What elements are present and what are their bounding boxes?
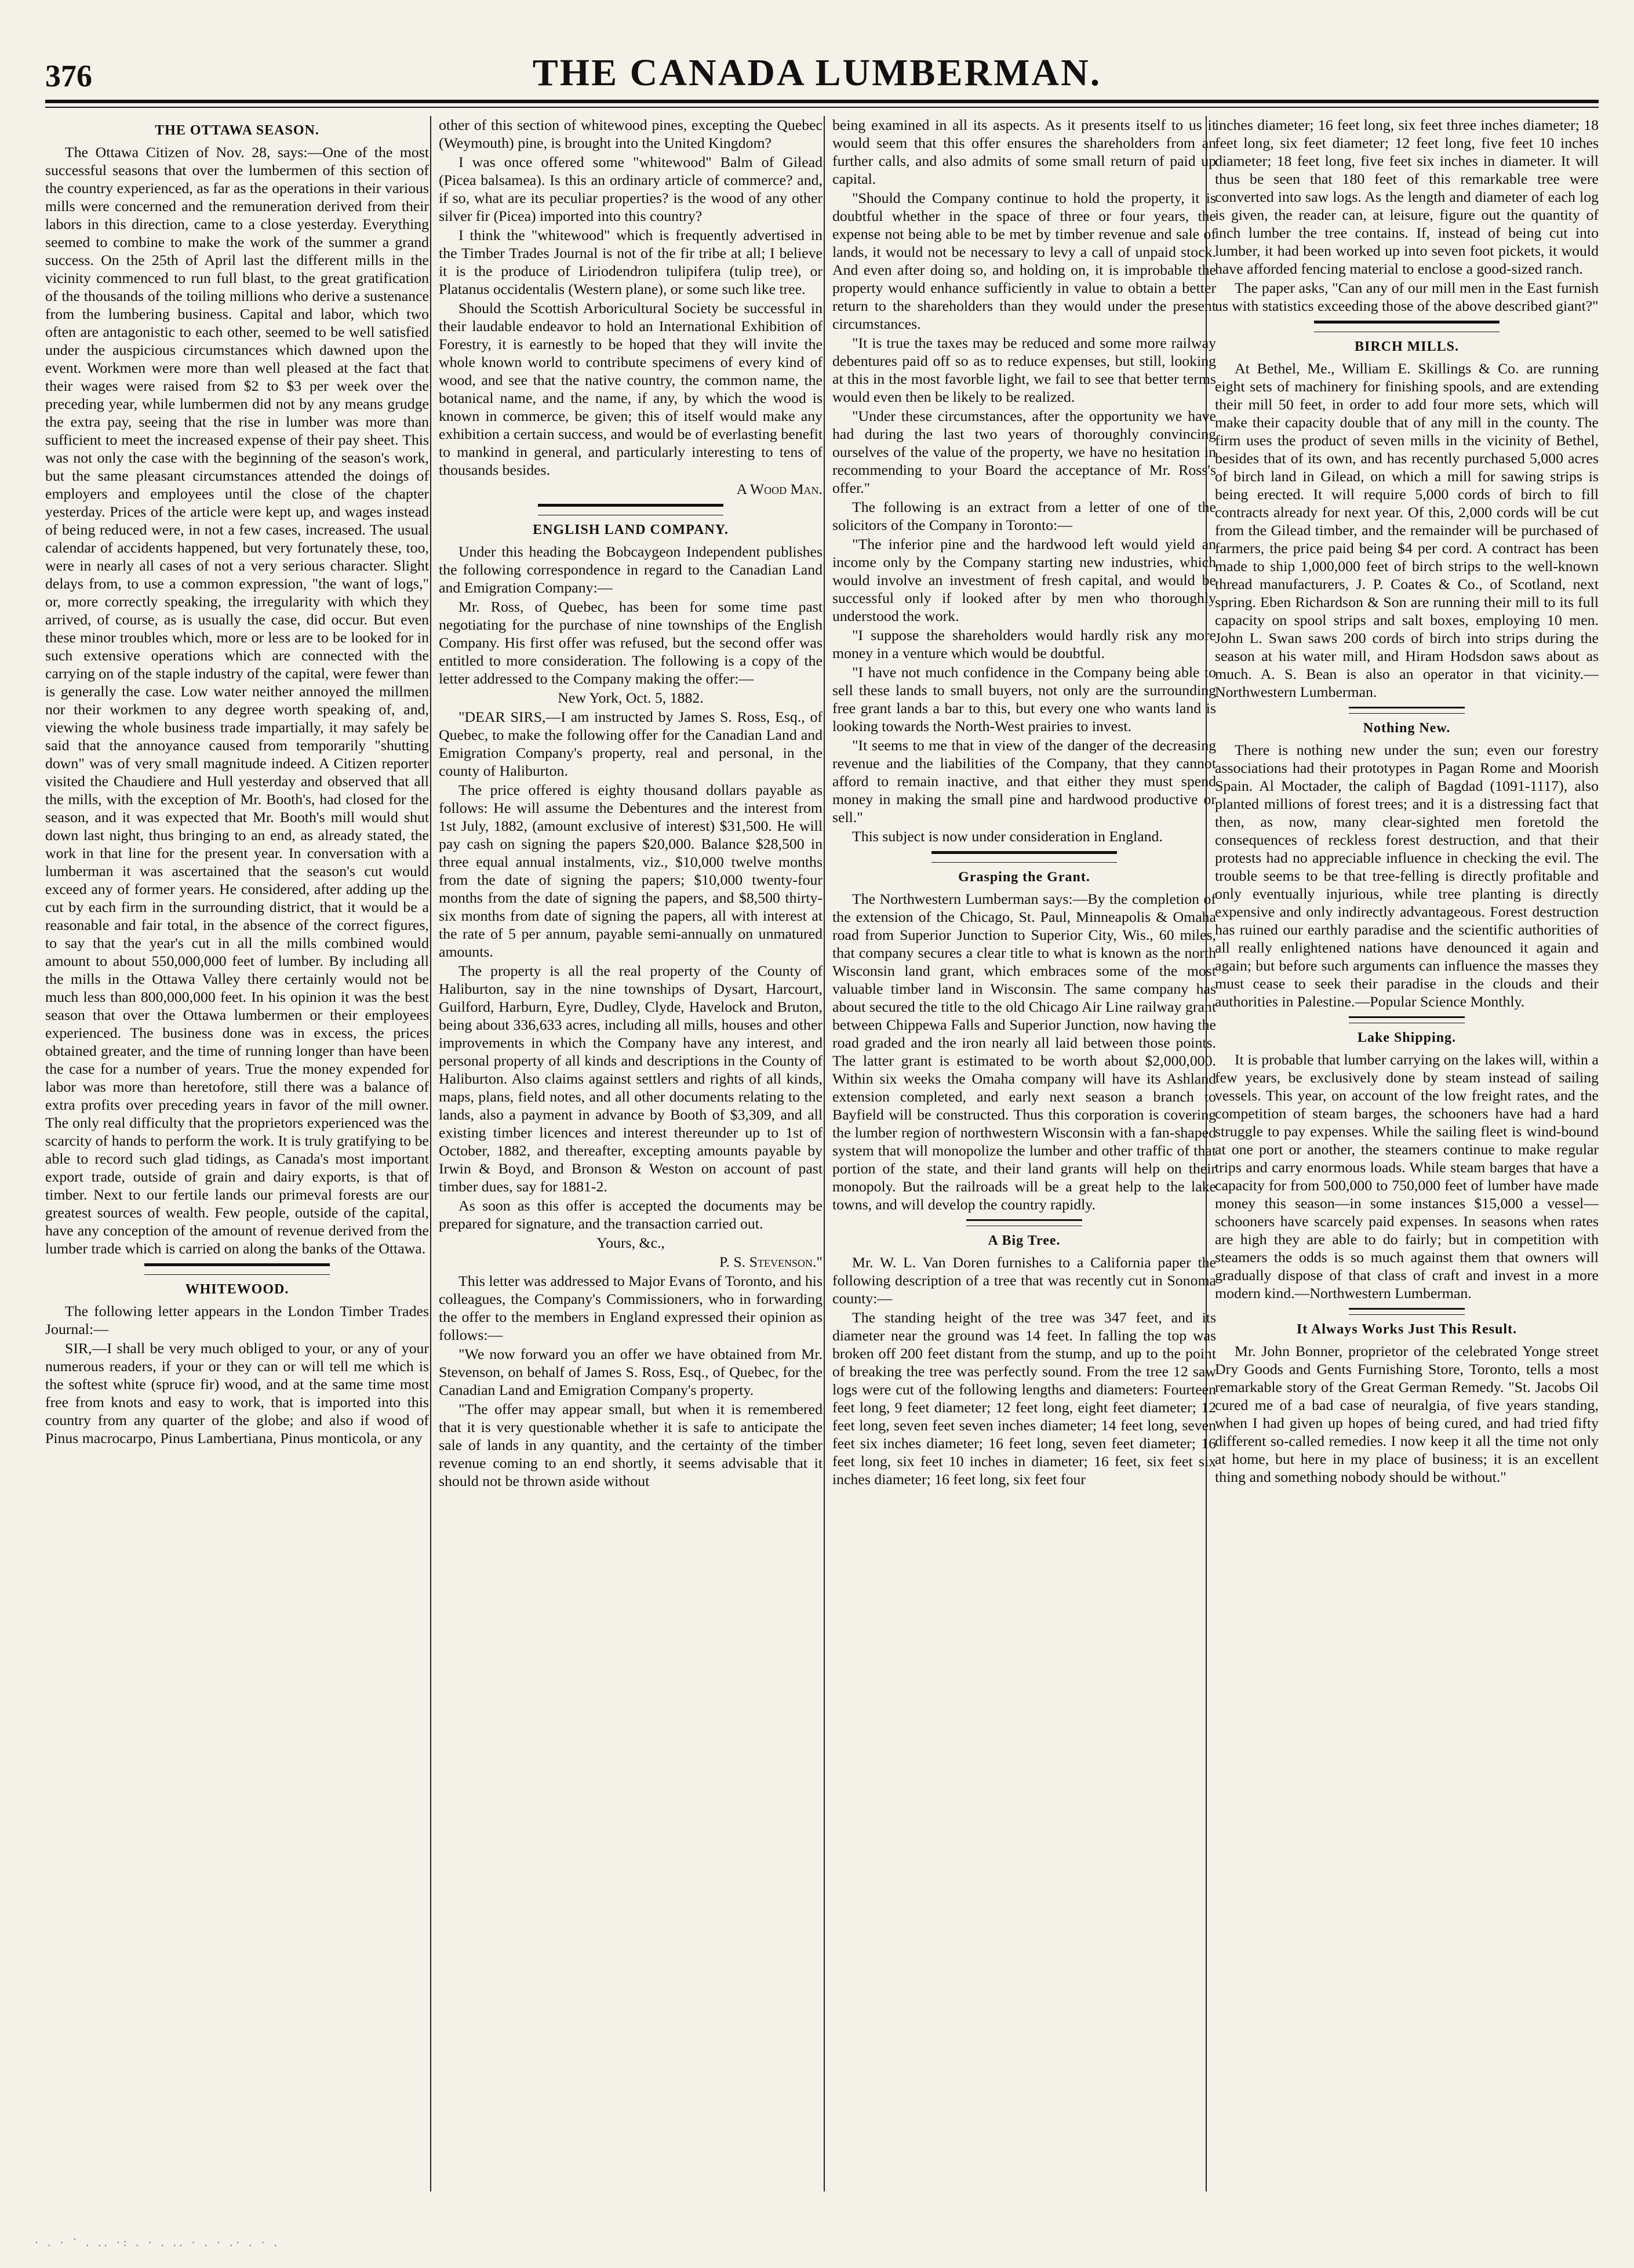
header-rule-thin [45, 107, 1599, 108]
column-4 [1215, 116, 1599, 2191]
column-3 [832, 116, 1216, 2191]
article-heading: A Big Tree. [988, 1233, 1061, 1248]
dateline: New York, Oct. 5, 1882. [558, 689, 704, 706]
article-paragraph: The standing height of the tree was 347 feet, and its diameter near the ground was 14 feet. In falling the top was broken off 200 feet distant from the stump, and up to the point of breaking the tree was perfectly sound. From the tree 12 saw logs were cut of the following lengths and diameters: Fourteen feet long, 9 feet diameter; 12 feet long, eight feet diameter; 12 feet long, seven feet seven inches diameter; 14 feet long, seven feet six inches diameter; 16 feet long, seven feet diameter; 16 feet long, six feet 10 inches in diameter; 16 feet, six feet six inches diameter; 16 feet long, six feet four [832, 1309, 1216, 1488]
column-divider [430, 116, 431, 2191]
article-heading: ENGLISH LAND COMPANY. [533, 522, 729, 537]
article-separator [931, 851, 1117, 863]
header-rule [45, 100, 1599, 103]
article-paragraph: "The offer may appear small, but when it is remembered that it is very questionable whether it is safe to anticipate the sale of lands in any quantity, and the certainty of the timber revenue coming to an end shortly, it seems advisable that it should not be thrown aside without [439, 1401, 823, 1489]
article-paragraph: The Ottawa Citizen of Nov. 28, says:—One of the most successful seasons that over the lumbermen of this section of the country experienced, as far as the operations in their various mills were concerned and the remuneration derived from their labors in this direction, came to a close yesterday. Everything seemed to combine to make the work of the summer a grand success. On the 25th of April last the different mills in the vicinity commenced to run full blast, to the great gratification of the thousands of the toiling millions who derive a sustenance from the lumbering business. Capital and labor, which two often are antagonistic to each other, seemed to be well satisfied under the auspicious circumstances which dawned upon the event. Workmen were more than well pleased at the fact that their wages were raised from $2 to $3 per week over the preceding year, while lumbermen did not by any means grudge the extra pay, seeing that the rise in lumber was more than sufficient to meet the increased expense of their pay sheet. This was not only the case with the beginning of the season's work, but the same pleasant circumstances attended the doings of employers and employees until the close of the chapter yesterday. Prices of the article were kept up, and wages instead of being reduced were, in not a few cases, increased. The usual calendar of accidents happened, but very fortunately these, too, were in nearly all cases of not a very serious character. Slight delays from, to use a common expression, "the want of logs," or, more correctly speaking, the irregularity with which they arrived, of course, as is usually the case, did occur. But even these minor troubles which, more or less are to be looked for in such extensive operations which are connected with the carrying on of the staple industry of the capital, were fewer than is generally the case. Low water neither annoyed the millmen nor their workmen to any degree worth speaking of, and, viewing the whole business trade impartially, it may safely be said that the annoyance caused from temporarily "shutting down" was of very small magnitude indeed. A Citizen reporter visited the Chaudiere and Hull yesterday and observed that all the mills, with the exception of Mr. Booth's, had closed for the season, and it was expected that Mr. Booth's mill would shut down last night, thus bringing to an end, as already stated, the work in that line for the present year. In conversation with a lumberman it was ascertained that the season's cut would exceed any of former years. He considered, after adding up the cut by each firm in the surrounding district, that it would be a reasonable and fair total, in the absence of the correct figures, to say that the year's cut in all the mills combined would amount to about 550,000,000 feet of lumber. By including all the mills in the Ottawa Valley there certainly would not be much less than 800,000,000 feet. In his opinion it was the best season that over the Ottawa lumbermen or their employees experienced. The business done was in excess, the prices obtained greater, and the time of running longer than have been the case for a number of years. True the money expended for labor was more than heretofore, still there was a balance of extra profits over preceding years in favor of the mill owner. The only real difficulty that the proprietors experienced was the scarcity of hands to perform the work. It is truly gratifying to be able to record such glad tidings, as Canada's most important export trade, outside of grain and dairy exports, is that of timber. Next to our fertile lands our primeval forests are our greatest sources of wealth. Few people, outside of the capital, have any conception of the amount of revenue derived from the lumber trade which is carried on along the banks of the Ottawa. [45, 144, 429, 1257]
article-separator [1349, 707, 1465, 714]
article-heading: THE OTTAWA SEASON. [155, 123, 319, 138]
article-paragraph: Mr. W. L. Van Doren furnishes to a California paper the following description of a tree that was recently cut in Sonoma county:— [832, 1254, 1216, 1307]
article-paragraph: "It seems to me that in view of the danger of the decreasing revenue and the liabilities of the Company, that they cannot afford to remain inactive, and that either they must spend money in making the small pine and hardwood productive or sell." [832, 737, 1216, 826]
article-paragraph: The price offered is eighty thousand dollars payable as follows: He will assume the Debentures and the interest from 1st July, 1882, (amount exclusive of interest) $31,500. He will pay cash on signing the papers $20,000. Balance $28,500 in three equal annual instalments, viz., $10,000 twelve months from the date of signing the papers; $10,000 twenty-four months from the date of signing the papers, and $8,500 thirty-six months from date of signing the papers, all with interest at the rate of 5 per annum, payable semi-annually on unmatured amounts. [439, 782, 823, 960]
article-heading: It Always Works Just This Result. [1296, 1322, 1517, 1337]
article-paragraph: "The inferior pine and the hardwood left would yield an income only by the Company starting new industries, which would involve an investment of fresh capital, and would be successful only if looked after by men who thoroughly understood the work. [832, 536, 1216, 624]
article-paragraph: I think the "whitewood" which is frequently advertised in the Timber Trades Journal is not of the fir tribe at all; I believe it is the produce of Liriodendron tulipifera (tulip tree), or Platanus occidentalis (Western plane), or some such like tree. [439, 227, 823, 297]
column-divider [824, 116, 825, 2191]
article-paragraph: It is probable that lumber carrying on the lakes will, within a few years, be exclusively done by steam instead of sailing vessels. This year, on account of the low freight rates, and the competition of steam barges, the schooners have had a hard struggle to pay expenses. While the sailing fleet is wind-bound at one port or another, the steamers continue to make regular trips and carry enormous loads. While steam barges that have a capacity for from 500,000 to 750,000 feet of lumber have made money this season—in some instances $15,000 a vessel—schooners have scarcely paid expenses. In seasons when rates are high they are able to do fairly; but in competition with steamers the odds is so much against them that owners will gradually dispose of that class of craft and invest in a more modern kind.—Northwestern Lumberman. [1215, 1051, 1599, 1302]
article-paragraph: being examined in all its aspects. As it presents itself to us it would seem that this offer ensures the shareholders from an further calls, and also admits of some small return of paid up capital. [832, 117, 1216, 187]
signature: P. S. Stevenson." [719, 1253, 823, 1270]
article-paragraph: "Under these circumstances, after the opportunity we have had during the last two years of thoroughly convincing ourselves of the value of the property, we have no hesitation in recommending to your Board the acceptance of Mr. Ross's offer." [832, 408, 1216, 496]
article-paragraph: There is nothing new under the sun; even our forestry associations had their prototypes in Pagan Rome and Moorish Spain. Al Moctader, the caliph of Bagdad (1091-1117), also planted millions of forest trees; and it is a distressing fact that then, as now, many clear-sighted men foretold the consequences of reckless forest destruction, and that their protests had no appreciable influence in checking the evil. The trouble seems to be that tree-felling is directly profitable and only eventually injurious, while tree planting is directly expensive and only indirectly advantageous. Forest destruction has ruined our earthly paradise and the scientific authorities of all really enlightened nations have denounced it again and again; but before such arguments can influence the masses they must cease to seek their paradise in the clouds and their authorities in Palestine.—Popular Science Monthly. [1215, 742, 1599, 1010]
article-paragraph: The property is all the real property of the County of Haliburton, say in the nine townships of Dysart, Harcourt, Guilford, Harburn, Eyre, Dudley, Clyde, Havelock and Bruton, being about 336,633 acres, including all mills, houses and other improvements in which the Company have any interest, and personal property of all kinds and descriptions in the County of Haliburton. Also claims against settlers and rights of all kinds, maps, plans, field notes, and all other documents relating to the lands, also a payment in advance by Booth of $3,309, and all existing timber licences and interest thereunder up to 1st of October, 1882, and thereafter, excepting amounts payable by Irwin & Boyd, and Bronson & Weston on account of past timber dues, say for 1881-2. [439, 962, 823, 1195]
article-paragraph: "I suppose the shareholders would hardly risk any more money in a venture which would be doubtful. [832, 627, 1216, 662]
article-paragraph: Mr. Ross, of Quebec, has been for some time past negotiating for the purchase of nine townships of the English Company. His first offer was refused, but the second offer was entitled to more consideration. The following is a copy of the letter addressed to the Company making the offer:— [439, 598, 823, 687]
article-heading: Nothing New. [1363, 721, 1451, 736]
article-paragraph: inches diameter; 16 feet long, six feet three inches diameter; 18 feet long, six feet diameter; 12 feet long, five feet 10 inches diameter; 18 feet long, five feet six inches in diameter. It will thus be seen that 180 feet of this remarkable tree were converted into saw logs. As the length and diameter of each log is given, the reader can, at leisure, figure out the quantity of inch lumber the tree contains. If, instead of being cut into lumber, it had been worked up into seven foot pickets, it would have afforded fencing material to enclose a good-sized ranch. [1215, 117, 1599, 277]
article-paragraph: This subject is now under consideration in England. [852, 828, 1163, 845]
signature: A Wood Man. [736, 481, 823, 497]
article-paragraph: The following letter appears in the London Timber Trades Journal:— [45, 1303, 429, 1337]
article-paragraph: I was once offered some "whitewood" Balm of Gilead (Picea balsamea). Is this an ordinary article of commerce? and, if so, what are its peculiar properties? is the wood of any other silver fir (Picea) imported into this country? [439, 154, 823, 224]
article-paragraph: Under this heading the Bobcaygeon Independent publishes the following correspondence in regard to the Canadian Land and Emigration Company:— [439, 543, 823, 596]
article-paragraph: Mr. John Bonner, proprietor of the celebrated Yonge street Dry Goods and Gents Furnishing Store, Toronto, tells a most remarkable story of the Great German Remedy. "St. Jacobs Oil cured me of a bad case of neuralgia, of five years standing, when I had given up hopes of being cured, and had tried fifty different so-called remedies. I now keep it all the time not only at home, but here in my place of business; it is an excellent thing and something nobody should be without." [1215, 1343, 1599, 1485]
article-paragraph: Should the Scottish Arboricultural Society be successful in their laudable endeavor to hold an International Exhibition of Forestry, it is earnestly to be hoped that they will invite the whole known world to contribute specimens of every kind of wood, and see that the native country, the common name, the botanical name, and the name, if any, by which the wood is known in commerce, be given; this of itself would make any exhibition a certain success, and would be of everlasting benefit to mankind in general, and particularly interesting to tens of thousands besides. [439, 300, 823, 478]
article-paragraph: The following is an extract from a letter of one of the solicitors of the Company in Toronto:— [832, 499, 1216, 533]
article-paragraph: "It is true the taxes may be reduced and some more railway debentures paid off so as to reduce expenses, but still, looking at this in the most favorble light, we fail to see that better terms would even then be likely to be realized. [832, 335, 1216, 405]
article-paragraph: At Bethel, Me., William E. Skillings & Co. are running eight sets of machinery for finishing spools, and are extending their mill 50 feet, in order to add four more sets, which will make their capacity double that of any mill in the county. The firm uses the product of seven mills in the vicinity of Bethel, besides that of its own, and has recently purchased 5,000 acres of birch land in Gilead, on which a mill for sawing strips is being erected. It will require 5,000 cords of birch to fill contracts already for next year. Of this, 2,000 cords will be cut from the Gilead timber, and the remainder will be purchased of farmers, the price paid being $4 per cord. A contract has been made to ship 1,000,000 feet of birch strips to the well-known thread manufacturers, J. P. Coates & Co., of Scotland, next spring. Eben Richardson & Son are running their mill to its full capacity on spool strips and salt boxes, employing 10 men. John L. Swan saws 200 cords of birch into strips during the season at his water mill, and Hiram Hodsdon saws about as much. A. S. Bean is also an operator in that vicinity.—Northwestern Lumberman. [1215, 360, 1599, 700]
page-number: 376 [45, 59, 92, 93]
article-paragraph: This letter was addressed to Major Evans of Toronto, and his colleagues, the Company's Commissioners, who in forwarding the offer to the members in England expressed their opinion as follows:— [439, 1273, 823, 1343]
article-paragraph: SIR,—I shall be very much obliged to your, or any of your numerous readers, if your or they can or will tell me which is the softest white (spruce fir) wood, and at the same time most free from knots and easy to work, that is imported into this country from any quarter of the globe; and also if wood of Pinus macrocarpo, Pinus Lambertiana, Pinus monticola, or any [45, 1340, 429, 1446]
article-heading: Lake Shipping. [1357, 1030, 1457, 1045]
masthead-title: THE CANADA LUMBERMAN. [532, 52, 1102, 94]
article-paragraph: "DEAR SIRS,—I am instructed by James S. Ross, Esq., of Quebec, to make the following offer for the Canadian Land and Emigration Company's property, real and personal, in the county of Haliburton. [439, 708, 823, 779]
article-heading: Grasping the Grant. [958, 870, 1090, 885]
closing: Yours, &c., [596, 1234, 665, 1251]
column-2 [439, 116, 823, 2191]
article-separator [144, 1263, 330, 1275]
article-paragraph: As soon as this offer is accepted the documents may be prepared for signature, and the transaction carried out. [439, 1197, 823, 1232]
column-1 [45, 116, 429, 2191]
article-separator [966, 1219, 1082, 1226]
article-paragraph: The paper asks, "Can any of our mill men in the East furnish us with statistics exceeding those of the above described giant?" [1215, 279, 1599, 314]
article-separator [1349, 1016, 1465, 1023]
article-paragraph: "Should the Company continue to hold the property, it is doubtful whether in the space of three or four years, the expense not being able to be met by timber revenue and sale of lands, it would not be necessary to levy a call of unpaid stock. And even after doing so, and holding on, it is improbable the property would enhance sufficiently in value to obtain a better return to the shareholders than they would under the present circumstances. [832, 190, 1216, 332]
article-paragraph: The Northwestern Lumberman says:—By the completion of the extension of the Chicago, St. Paul, Minneapolis & Omaha road from Superior Junction to Superior City, Wis., 60 miles, that company secures a clear title to what is known as the north Wisconsin land grant, which embraces some of the most valuable timber land in Wisconsin. The same company has about secured the title to the old Chicago Air Line railway grant between Chippewa Falls and Superior Junction, now having the road graded and the iron nearly all laid between those points. The latter grant is estimated to be worth about $2,000,000. Within six weeks the Omaha company will have its Ashland extension completed, and early next season a branch to Bayfield will be constructed. Thus this corporation is covering the lumber region of northwestern Wisconsin with a fan-shaped system that will monopolize the lumber and other traffic of that portion of the state, and their land grants will help on their monopoly. But the railroads will be a great help to the lake towns, and will develop the country rapidly. [832, 891, 1216, 1213]
article-paragraph: other of this section of whitewood pines, excepting the Quebec (Weymouth) pine, is brought into the United Kingdom? [439, 117, 823, 151]
article-separator [538, 504, 723, 515]
article-separator [1314, 321, 1500, 332]
article-separator [1349, 1308, 1465, 1315]
article-heading: BIRCH MILLS. [1354, 339, 1460, 354]
scan-artifact-strip: · . · ` . .. ·: . · . .. · . · .· . · . [35, 2237, 281, 2248]
article-heading: WHITEWOOD. [185, 1282, 289, 1297]
article-paragraph: "We now forward you an offer we have obtained from Mr. Stevenson, on behalf of James S. Ross, Esq., of Quebec, for the Canadian Land and Emigration Company's property. [439, 1346, 823, 1398]
article-paragraph: "I have not much confidence in the Company being able to sell these lands to small buyers, not only are the surrounding free grant lands a bar to this, but every one who wants land is looking towards the North-West prairies to invest. [832, 664, 1216, 735]
